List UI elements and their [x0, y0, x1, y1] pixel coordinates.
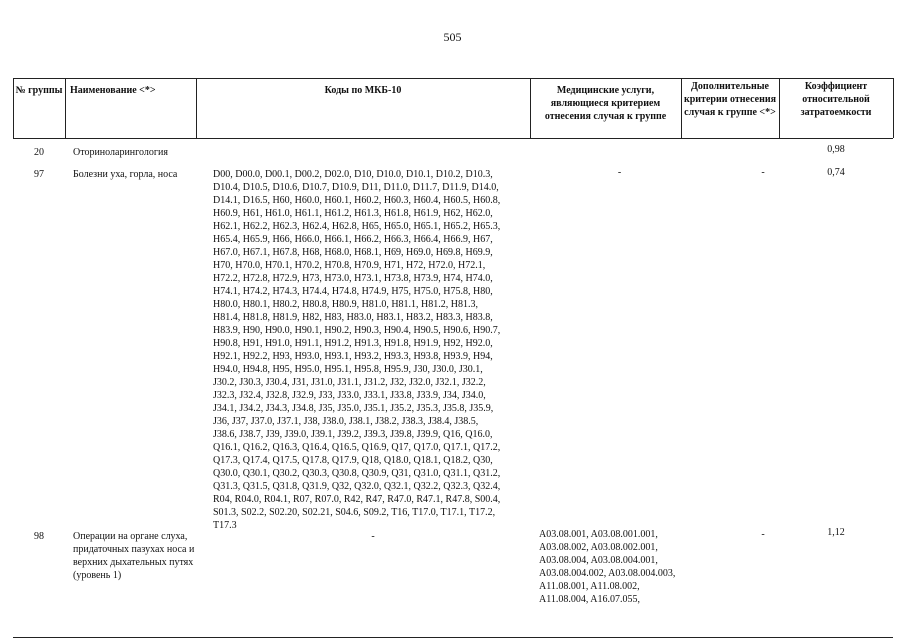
col-divider [65, 78, 66, 138]
row-name: Оториноларингология [73, 147, 168, 158]
row-name: Операции на органе слуха, придаточных пазухах носа и верхних дыхательных путях (уровень 1) [73, 531, 195, 581]
row-coefficient: 0,74 [827, 167, 845, 178]
header-cost-coefficient: Коэффициент относительной затратоемкости [800, 81, 872, 118]
row-icd-codes: D00, D00.0, D00.1, D00.2, D02.0, D10, D10.0, D10.1, D10.2, D10.3, D10.4, D10.5, D10.6, D10.7, D10.9, D11, D11.0, D11.7, D11.9, D14.0, D14.1, D16.5, H60, H60.0, H60.1, H60.2, H60.3, H60.4, H60.5, H60.8, H60.9, H61, H61.0, H61.1, H61.2, H61.3, H61.8, H61.9, H62, H62.0, H62.1, H62.2, H62.3, H62.4, H62.8, H65, H65.0, H65.1, H65.2, H65.3, H65.4, H65.9, H66, H66.0, H66.1, H66.2, H66.3, H66.4, H66.9, H67, H67.0, H67.1, H67.8, H68, H68.0, H68.1, H69, H69.0, H69.8, H69.9, H70, H70.0, H70.1, H70.2, H70.8, H70.9, H71, H72, H72.0, H72.1, H72.2, H72.8, H72.9, H73, H73.0, H73.1, H73.8, H73.9, H74, H74.0, H74.1, H74.2, H74.3, H74.4, H74.8, H74.9, H75, H75.0, H75.8, H80, H80.0, H80.1, H80.2, H80.8, H80.9, H81.0, H81.1, H81.2, H81.3, H81.4, H81.8, H81.9, H82, H83, H83.0, H83.1, H83.2, H83.3, H83.8, H83.9, H90, H90.0, H90.1, H90.2, H90.3, H90.4, H90.5, H90.6, H90.7, H90.8, H91, H91.0, H91.1, H91.2, H91.3, H91.8, H91.9, H92, H92.0, H92.1, H92.2, H93, H93.0, H93.1, H93.2, H93.3, H93.8, H93.9, H94, H94.0, H94.8, H95, H95.0, H95.1, H95.8, H95.9, J30, J30.0, J30.1, J30.2, J30.3, J30.4, J31, J31.0, J31.1, J31.2, J32, J32.0, J32.1, J32.2, J32.3, J32.4, J32.8, J32.9, J33, J33.0, J33.1, J33.8, J33.9, J34, J34.0, J34.1, J34.2, J34.3, J34.8, J35, J35.0, J35.1, J35.2, J35.3, J35.8, J35.9, J36, J37, J37.0, J37.1, J38, J38.0, J38.1, J38.2, J38.3, J38.4, J38.5, J38.6, J38.7, J39, J39.0, J39.1, J39.2, J39.3, J39.8, J39.9, Q16, Q16.0, Q16.1, Q16.2, Q16.3, Q16.4, Q16.5, Q16.9, Q17, Q17.0, Q17.1, Q17.2, Q17.3, Q17.4, Q17.5, Q17.8, Q17.9, Q18, Q18.0, Q18.1, Q18.2, Q30, Q30.0, Q30.1, Q30.2, Q30.3, Q30.8, Q30.9, Q31, Q31.0, Q31.1, Q31.2, Q31.3, Q31.5, Q31.8, Q31.9, Q32, Q32.0, Q32.1, Q32.2, Q32.3, Q32.4, R04, R04.0, R04.1, R07, R07.0, R42, R47, R47.0, R47.1, R47.8, S00.4, S01.3, S02.2, S02.20, S02.21, S04.6, S09.2, T16, T17.0, T17.1, T17.2, T17.3 [213, 169, 501, 531]
header-name: Наименование <*> [70, 85, 156, 96]
table-top-border [13, 78, 893, 79]
row-coefficient: 1,12 [827, 527, 845, 538]
table-header-bottom-border [13, 138, 893, 139]
row-additional-criteria: - [761, 167, 765, 178]
row-icd-codes: - [371, 531, 375, 542]
row-medical-services: A03.08.001, A03.08.001.001, A03.08.002, A03.08.002.001, A03.08.004, A03.08.004.001, A03.08.004.002, A03.08.004.003, A11.08.001, A11.08.002, A11.08.004, A16.07.055, [539, 529, 676, 605]
header-additional-criteria: Дополнительные критерии отнесения случая к группе <*> [683, 81, 777, 118]
header-icd-codes: Коды по МКБ-10 [324, 85, 402, 96]
row-coefficient: 0,98 [827, 144, 845, 155]
page-number: 505 [443, 30, 462, 44]
col-divider [196, 78, 197, 138]
header-group-number: № группы [15, 85, 63, 96]
row-name: Болезни уха, горла, носа [73, 169, 178, 180]
row-group-number: 20 [34, 147, 44, 158]
row-medical-services: - [617, 167, 622, 178]
table-bottom-border [13, 637, 893, 638]
col-divider [779, 78, 780, 138]
row-group-number: 97 [34, 169, 44, 180]
col-divider [13, 78, 14, 138]
row-additional-criteria: - [761, 529, 765, 540]
col-divider [681, 78, 682, 138]
header-medical-services: Медицинские услуги, являющиеся критерием отнесения случая к группе [544, 85, 667, 122]
row-group-number: 98 [34, 531, 44, 542]
col-divider [530, 78, 531, 138]
col-divider [893, 78, 894, 138]
